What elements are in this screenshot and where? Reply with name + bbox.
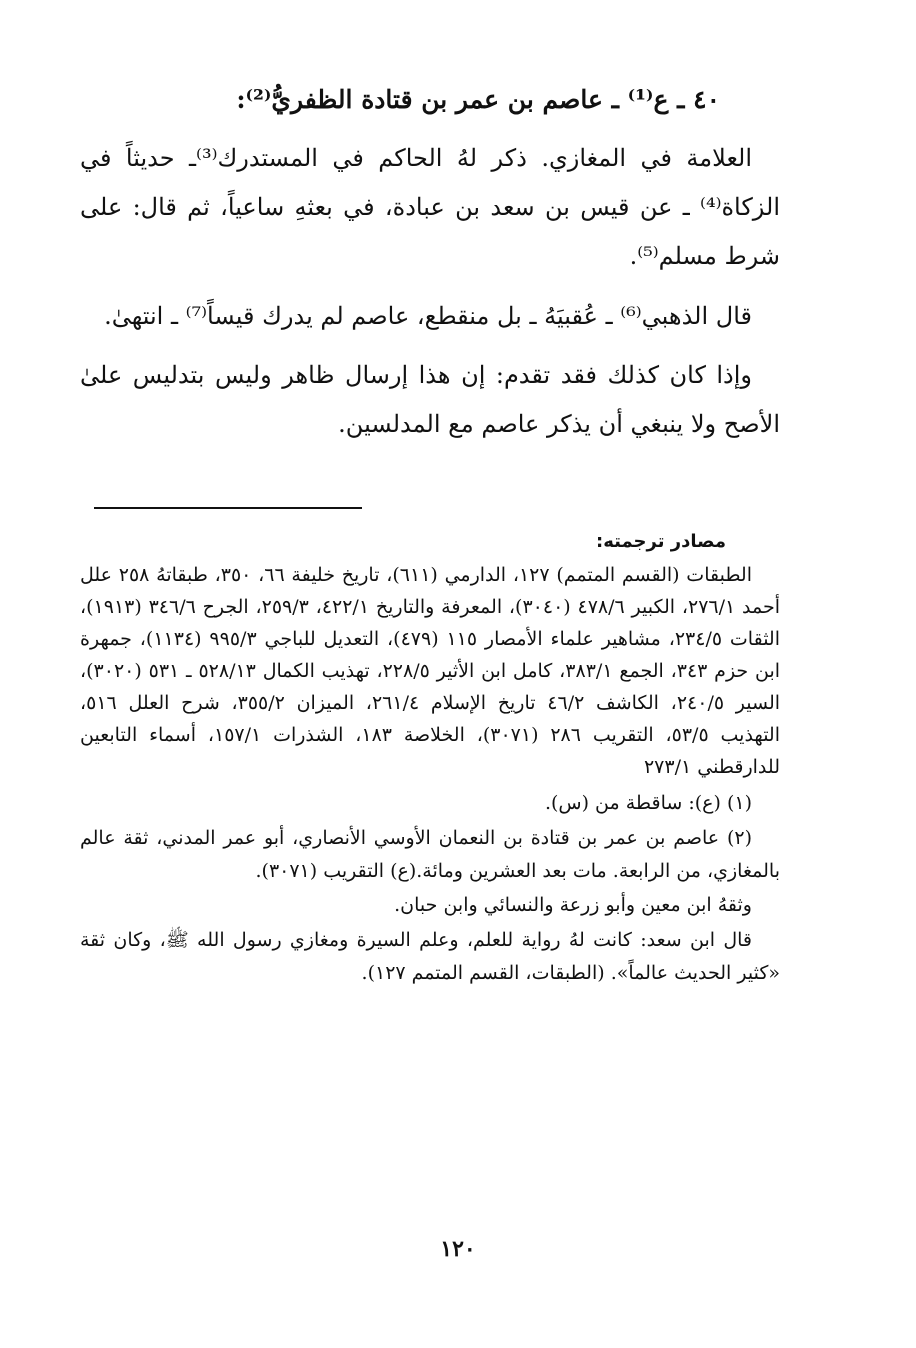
- page-number: ١٢٠: [440, 1236, 476, 1262]
- footnote-2: (٢) عاصم بن عمر بن قتادة بن النعمان الأوسي الأنصاري، أبو عمر المدني، ثقة عالم بالمغازي، من الرابعة. مات بعد العشرين ومائة.(ع) التقريب (٣٠٧١).: [80, 827, 780, 882]
- sources-text: الطبقات (القسم المتمم) ١٢٧، الدارمي (٦١١)، تاريخ خليفة ٦٦، ٣٥٠، طبقاتهُ ٢٥٨ علل أحمد ٢٧٦/١، الكبير ٤٧٨/٦ (٣٠٤٠)، المعرفة والتاريخ ٤٢٢/١، ٢٥٩/٣، الجرح ٣٤٦/٦ (١٩١٣)، الثقات ٢٣٤/٥، مشاهير علماء الأمصار ١١٥ (٤٧٩)، التعديل للباجي ٩٩٥/٣ (١١٣٤)، جمهرة ابن حزم ٣٤٣، الجمع ٣٨٣/١، كامل ابن الأثير ٢٢٨/٥، تهذيب الكمال ٥٢٨/١٣ ـ ٥٣١ (٣٠٢٠)، السير ٢٤٠/٥، الكاشف ٤٦/٢ تاريخ الإسلام ٢٦١/٤، الميزان ٣٥٥/٢، شرح العلل ٥١٦، التهذيب ٥٣/٥، التقريب ٢٨٦ (٣٠٧١)، الخلاصة ١٨٣، الشذرات ١٥٧/١، أسماء التابعين للدارقطني ٢٧٣/١: [80, 564, 781, 778]
- footnote-separator-wrap: [80, 507, 780, 509]
- entry-paragraph-3: وإذا كان كذلك فقد تقدم: إن هذا إرسال ظاهر وليس بتدليس علىٰ الأصح ولا ينبغي أن يذكر عاصم مع المدلسين.: [80, 360, 780, 438]
- page-body: [80, 80, 780, 992]
- footnote-2-cont-1: وثقهُ ابن معين وأبو زرعة والنسائي وابن حبان.: [394, 894, 752, 917]
- entry-title: ٤٠ ـ ع⁽¹⁾ ـ عاصم بن عمر بن قتادة الظفريُّ⁽²⁾:: [236, 85, 720, 114]
- footnote-1: (١) (ع): ساقطة من (س).: [544, 792, 752, 815]
- entry-paragraph-1: العلامة في المغازي. ذكر لهُ الحاكم في المستدرك⁽³⁾ـ حديثاً في الزكاة⁽⁴⁾ ـ عن قيس بن سعد بن عبادة، في بعثهِ ساعياً، ثم قال: على شرط مسلم⁽⁵⁾.: [80, 144, 780, 271]
- sources-heading: مصادر ترجمته:: [596, 531, 726, 553]
- entry-paragraph-2: قال الذهبي⁽⁶⁾ ـ عُقبيَهُ ـ بل منقطع، عاصم لم يدرك قيساً⁽⁷⁾ ـ انتهىٰ.: [104, 301, 752, 330]
- footnote-separator: [94, 507, 362, 509]
- footnote-2-cont-2: قال ابن سعد: كانت لهُ رواية للعلم، وعلم السيرة ومغازي رسول الله ﷺ، وكان ثقة «كثير الحديث عالماً». (الطبقات، القسم المتمم ١٢٧).: [80, 929, 780, 984]
